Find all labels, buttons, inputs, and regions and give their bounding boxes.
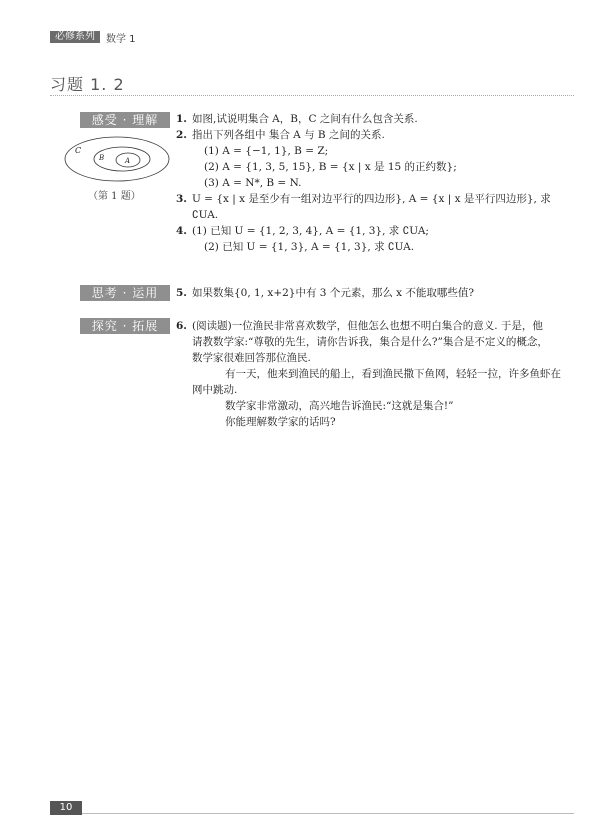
book-tag: 数学 1 — [106, 33, 136, 45]
question-2-part-1: (1) A = {−1, 1}, B = Z; — [204, 145, 329, 157]
venn-diagram — [62, 134, 172, 184]
venn-label-a: A — [125, 157, 131, 165]
question-5: 5. 如果数集{0, 1, x+2}中有 3 个元素，那么 x 不能取哪些值? — [176, 287, 475, 299]
title-divider — [50, 95, 574, 96]
question-3-cont: ∁UA. — [192, 209, 219, 221]
question-6-line-4: 有一天，他来到渔民的船上，看到渔民撒下鱼网，轻轻一拉，许多鱼虾在 — [225, 368, 561, 380]
footer-divider — [82, 813, 574, 814]
venn-label-c: C — [75, 146, 82, 155]
question-6: 6. (阅读题)一位渔民非常喜欢数学，但他怎么也想不明白集合的意义. 于是，他 — [176, 320, 543, 332]
question-1: 1. 如图,试说明集合 A，B，C 之间有什么包含关系. — [176, 113, 418, 125]
question-6-line-2: 请教数学家:“尊敬的先生，请你告诉我，集合是什么?”集合是不定义的概念， — [192, 336, 548, 348]
series-tag: 必修系列 — [50, 31, 100, 43]
section-tag-apply: 思考 · 运用 — [80, 285, 170, 301]
figure-caption: （第 1 题） — [88, 191, 141, 202]
question-6-line-5: 网中跳动. — [192, 384, 238, 396]
question-6-line-6: 数学家非常激动，高兴地告诉渔民:“这就是集合!” — [225, 400, 454, 412]
question-4: 4. (1) 已知 U = {1, 2, 3, 4}, A = {1, 3}, 求 ∁UA; — [176, 225, 429, 237]
question-4-part-2: (2) 已知 U = {1, 3}, A = {1, 3}, 求 ∁UA. — [204, 241, 415, 253]
section-tag-explore: 探究 · 拓展 — [80, 318, 170, 334]
section-explore-questions — [176, 318, 582, 430]
question-2-part-2: (2) A = {1, 3, 5, 15}, B = {x | x 是 15 的正约数}; — [204, 161, 457, 173]
question-6-line-3: 数学家很难回答那位渔民. — [192, 352, 311, 364]
page-header — [50, 31, 136, 43]
section-understand-questions — [176, 111, 582, 255]
question-3: 3. U = {x | x 是至少有一组对边平行的四边形}, A = {x | x 是平行四边形}, 求 — [176, 193, 551, 205]
section-tag-understand: 感受 · 理解 — [80, 112, 170, 128]
exercise-title: 习题 1. 2 — [50, 75, 125, 94]
page-number: 10 — [50, 801, 82, 815]
question-2-part-3: (3) A = N*, B = N. — [204, 177, 302, 189]
section-apply-questions — [176, 285, 582, 301]
question-6-line-7: 你能理解数学家的话吗? — [225, 416, 336, 428]
venn-set-c — [65, 137, 169, 181]
venn-label-b: B — [99, 154, 105, 162]
question-2: 2. 指出下列各组中 集合 A 与 B 之间的关系. — [176, 129, 385, 141]
